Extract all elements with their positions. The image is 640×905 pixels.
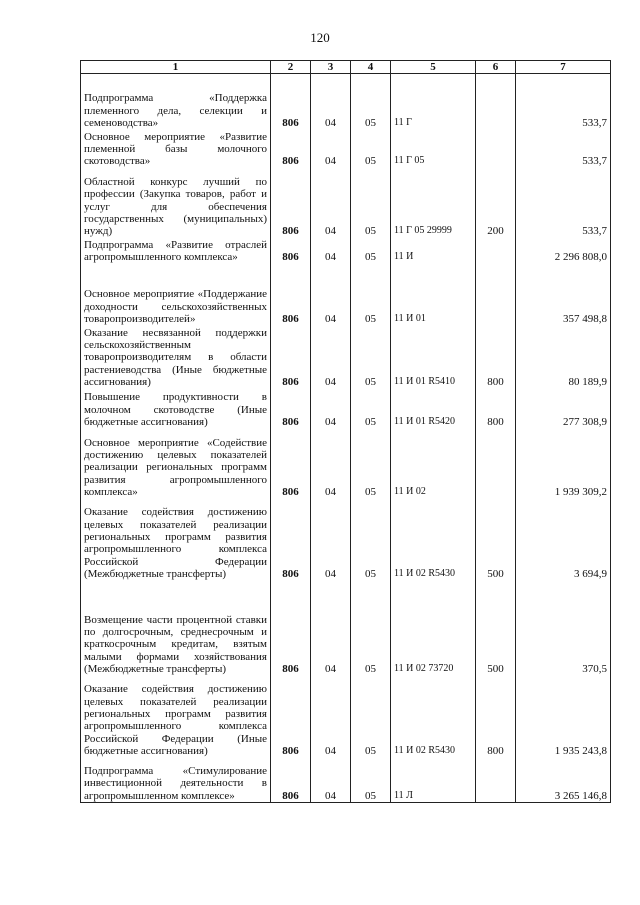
row-subsection: 05 xyxy=(351,326,391,389)
row-name: Основное мероприятие «Развитие племенной базы молочного скотоводства» xyxy=(81,130,271,168)
row-subsection: 05 xyxy=(351,499,391,581)
row-name: Оказание несвязанной поддержки сельскохозяйственным товаропроизводителям в области растениеводства (Иные бюджетные ассигнования) xyxy=(81,326,271,389)
row-name: Подпрограмма «Развитие отраслей агропромышленного комплекса» xyxy=(81,238,271,264)
row-target-article: 11 Л xyxy=(391,758,476,803)
row-code-admin: 806 xyxy=(271,581,311,676)
row-expense-type: 200 xyxy=(476,168,516,238)
row-name: Областной конкурс лучший по профессии (Закупка товаров, работ и услуг для обеспечения государственных (муниципальных) нужд) xyxy=(81,168,271,238)
row-expense-type xyxy=(476,238,516,264)
row-target-article: 11 Г 05 xyxy=(391,130,476,168)
row-amount: 277 308,9 xyxy=(516,389,611,429)
row-target-article: 11 И 02 R5430 xyxy=(391,499,476,581)
row-name: Подпрограмма «Поддержка племенного дела, селекции и семеноводства» xyxy=(81,74,271,130)
row-code-admin: 806 xyxy=(271,499,311,581)
row-expense-type xyxy=(476,130,516,168)
row-subsection: 05 xyxy=(351,676,391,758)
row-expense-type: 800 xyxy=(476,676,516,758)
row-expense-type xyxy=(476,758,516,803)
table-row xyxy=(81,429,611,499)
header-cell: 5 xyxy=(391,61,476,74)
page-number: 120 xyxy=(310,30,330,45)
row-amount: 1 935 243,8 xyxy=(516,676,611,758)
table-row xyxy=(81,238,611,264)
row-section: 04 xyxy=(311,326,351,389)
table-row xyxy=(81,74,611,130)
row-amount: 357 498,8 xyxy=(516,264,611,326)
row-subsection: 05 xyxy=(351,389,391,429)
row-target-article: 11 И xyxy=(391,238,476,264)
row-target-article: 11 И 01 R5420 xyxy=(391,389,476,429)
row-subsection: 05 xyxy=(351,264,391,326)
row-target-article: 11 Г 05 29999 xyxy=(391,168,476,238)
row-code-admin: 806 xyxy=(271,326,311,389)
table-row xyxy=(81,676,611,758)
row-expense-type xyxy=(476,74,516,130)
row-section: 04 xyxy=(311,74,351,130)
row-target-article: 11 И 01 xyxy=(391,264,476,326)
row-amount: 1 939 309,2 xyxy=(516,429,611,499)
row-name: Оказание содействия достижению целевых показателей реализации региональных программ развития агропромышленного комплекса Российской Федерации (Иные бюджетные ассигнования) xyxy=(81,676,271,758)
row-section: 04 xyxy=(311,389,351,429)
row-code-admin: 806 xyxy=(271,758,311,803)
row-name: Повышение продуктивности в молочном скотоводстве (Иные бюджетные ассигнования) xyxy=(81,389,271,429)
header-cell: 1 xyxy=(81,61,271,74)
row-code-admin: 806 xyxy=(271,389,311,429)
row-subsection: 05 xyxy=(351,168,391,238)
table-row xyxy=(81,264,611,326)
row-amount: 80 189,9 xyxy=(516,326,611,389)
row-section: 04 xyxy=(311,581,351,676)
row-amount: 533,7 xyxy=(516,168,611,238)
row-expense-type xyxy=(476,264,516,326)
row-target-article: 11 И 02 R5430 xyxy=(391,676,476,758)
row-code-admin: 806 xyxy=(271,130,311,168)
row-code-admin: 806 xyxy=(271,429,311,499)
row-expense-type xyxy=(476,429,516,499)
row-subsection: 05 xyxy=(351,429,391,499)
row-expense-type: 500 xyxy=(476,499,516,581)
row-name: Оказание содействия достижению целевых показателей реализации региональных программ развития агропромышленного комплекса Российской Федерации (Межбюджетные трансферты) xyxy=(81,499,271,581)
row-expense-type: 500 xyxy=(476,581,516,676)
table-row xyxy=(81,581,611,676)
row-subsection: 05 xyxy=(351,238,391,264)
row-name: Возмещение части процентной ставки по долгосрочным, среднесрочным и краткосрочным кредитам, взятым малыми формами хозяйствования (Межбюджетные трансферты) xyxy=(81,581,271,676)
row-section: 04 xyxy=(311,238,351,264)
row-section: 04 xyxy=(311,168,351,238)
table-row xyxy=(81,758,611,803)
row-amount: 3 694,9 xyxy=(516,499,611,581)
row-section: 04 xyxy=(311,758,351,803)
header-cell: 7 xyxy=(516,61,611,74)
row-code-admin: 806 xyxy=(271,264,311,326)
row-amount: 2 296 808,0 xyxy=(516,238,611,264)
row-code-admin: 806 xyxy=(271,168,311,238)
row-target-article: 11 И 01 R5410 xyxy=(391,326,476,389)
table-row xyxy=(81,168,611,238)
header-cell: 6 xyxy=(476,61,516,74)
table-row xyxy=(81,326,611,389)
row-expense-type: 800 xyxy=(476,326,516,389)
row-section: 04 xyxy=(311,130,351,168)
row-subsection: 05 xyxy=(351,758,391,803)
row-section: 04 xyxy=(311,264,351,326)
row-amount: 370,5 xyxy=(516,581,611,676)
row-target-article: 11 Г xyxy=(391,74,476,130)
row-target-article: 11 И 02 xyxy=(391,429,476,499)
row-name: Основное мероприятие «Содействие достижению целевых показателей реализации региональных программ развития агропромышленного комплекса» xyxy=(81,429,271,499)
row-target-article: 11 И 02 73720 xyxy=(391,581,476,676)
row-section: 04 xyxy=(311,676,351,758)
table-row xyxy=(81,389,611,429)
budget-table xyxy=(80,60,611,803)
row-subsection: 05 xyxy=(351,581,391,676)
table-row xyxy=(81,499,611,581)
row-section: 04 xyxy=(311,499,351,581)
row-amount: 533,7 xyxy=(516,74,611,130)
row-subsection: 05 xyxy=(351,130,391,168)
header-row xyxy=(81,61,611,74)
table-row xyxy=(81,130,611,168)
row-expense-type: 800 xyxy=(476,389,516,429)
header-cell: 4 xyxy=(351,61,391,74)
row-amount: 533,7 xyxy=(516,130,611,168)
header-cell: 3 xyxy=(311,61,351,74)
header-cell: 2 xyxy=(271,61,311,74)
row-code-admin: 806 xyxy=(271,74,311,130)
row-name: Подпрограмма «Стимулирование инвестиционной деятельности в агропромышленном комплексе» xyxy=(81,758,271,803)
row-code-admin: 806 xyxy=(271,238,311,264)
row-subsection: 05 xyxy=(351,74,391,130)
row-amount: 3 265 146,8 xyxy=(516,758,611,803)
row-name: Основное мероприятие «Поддержание доходности сельскохозяйственных товаропроизводителей» xyxy=(81,264,271,326)
row-section: 04 xyxy=(311,429,351,499)
row-code-admin: 806 xyxy=(271,676,311,758)
